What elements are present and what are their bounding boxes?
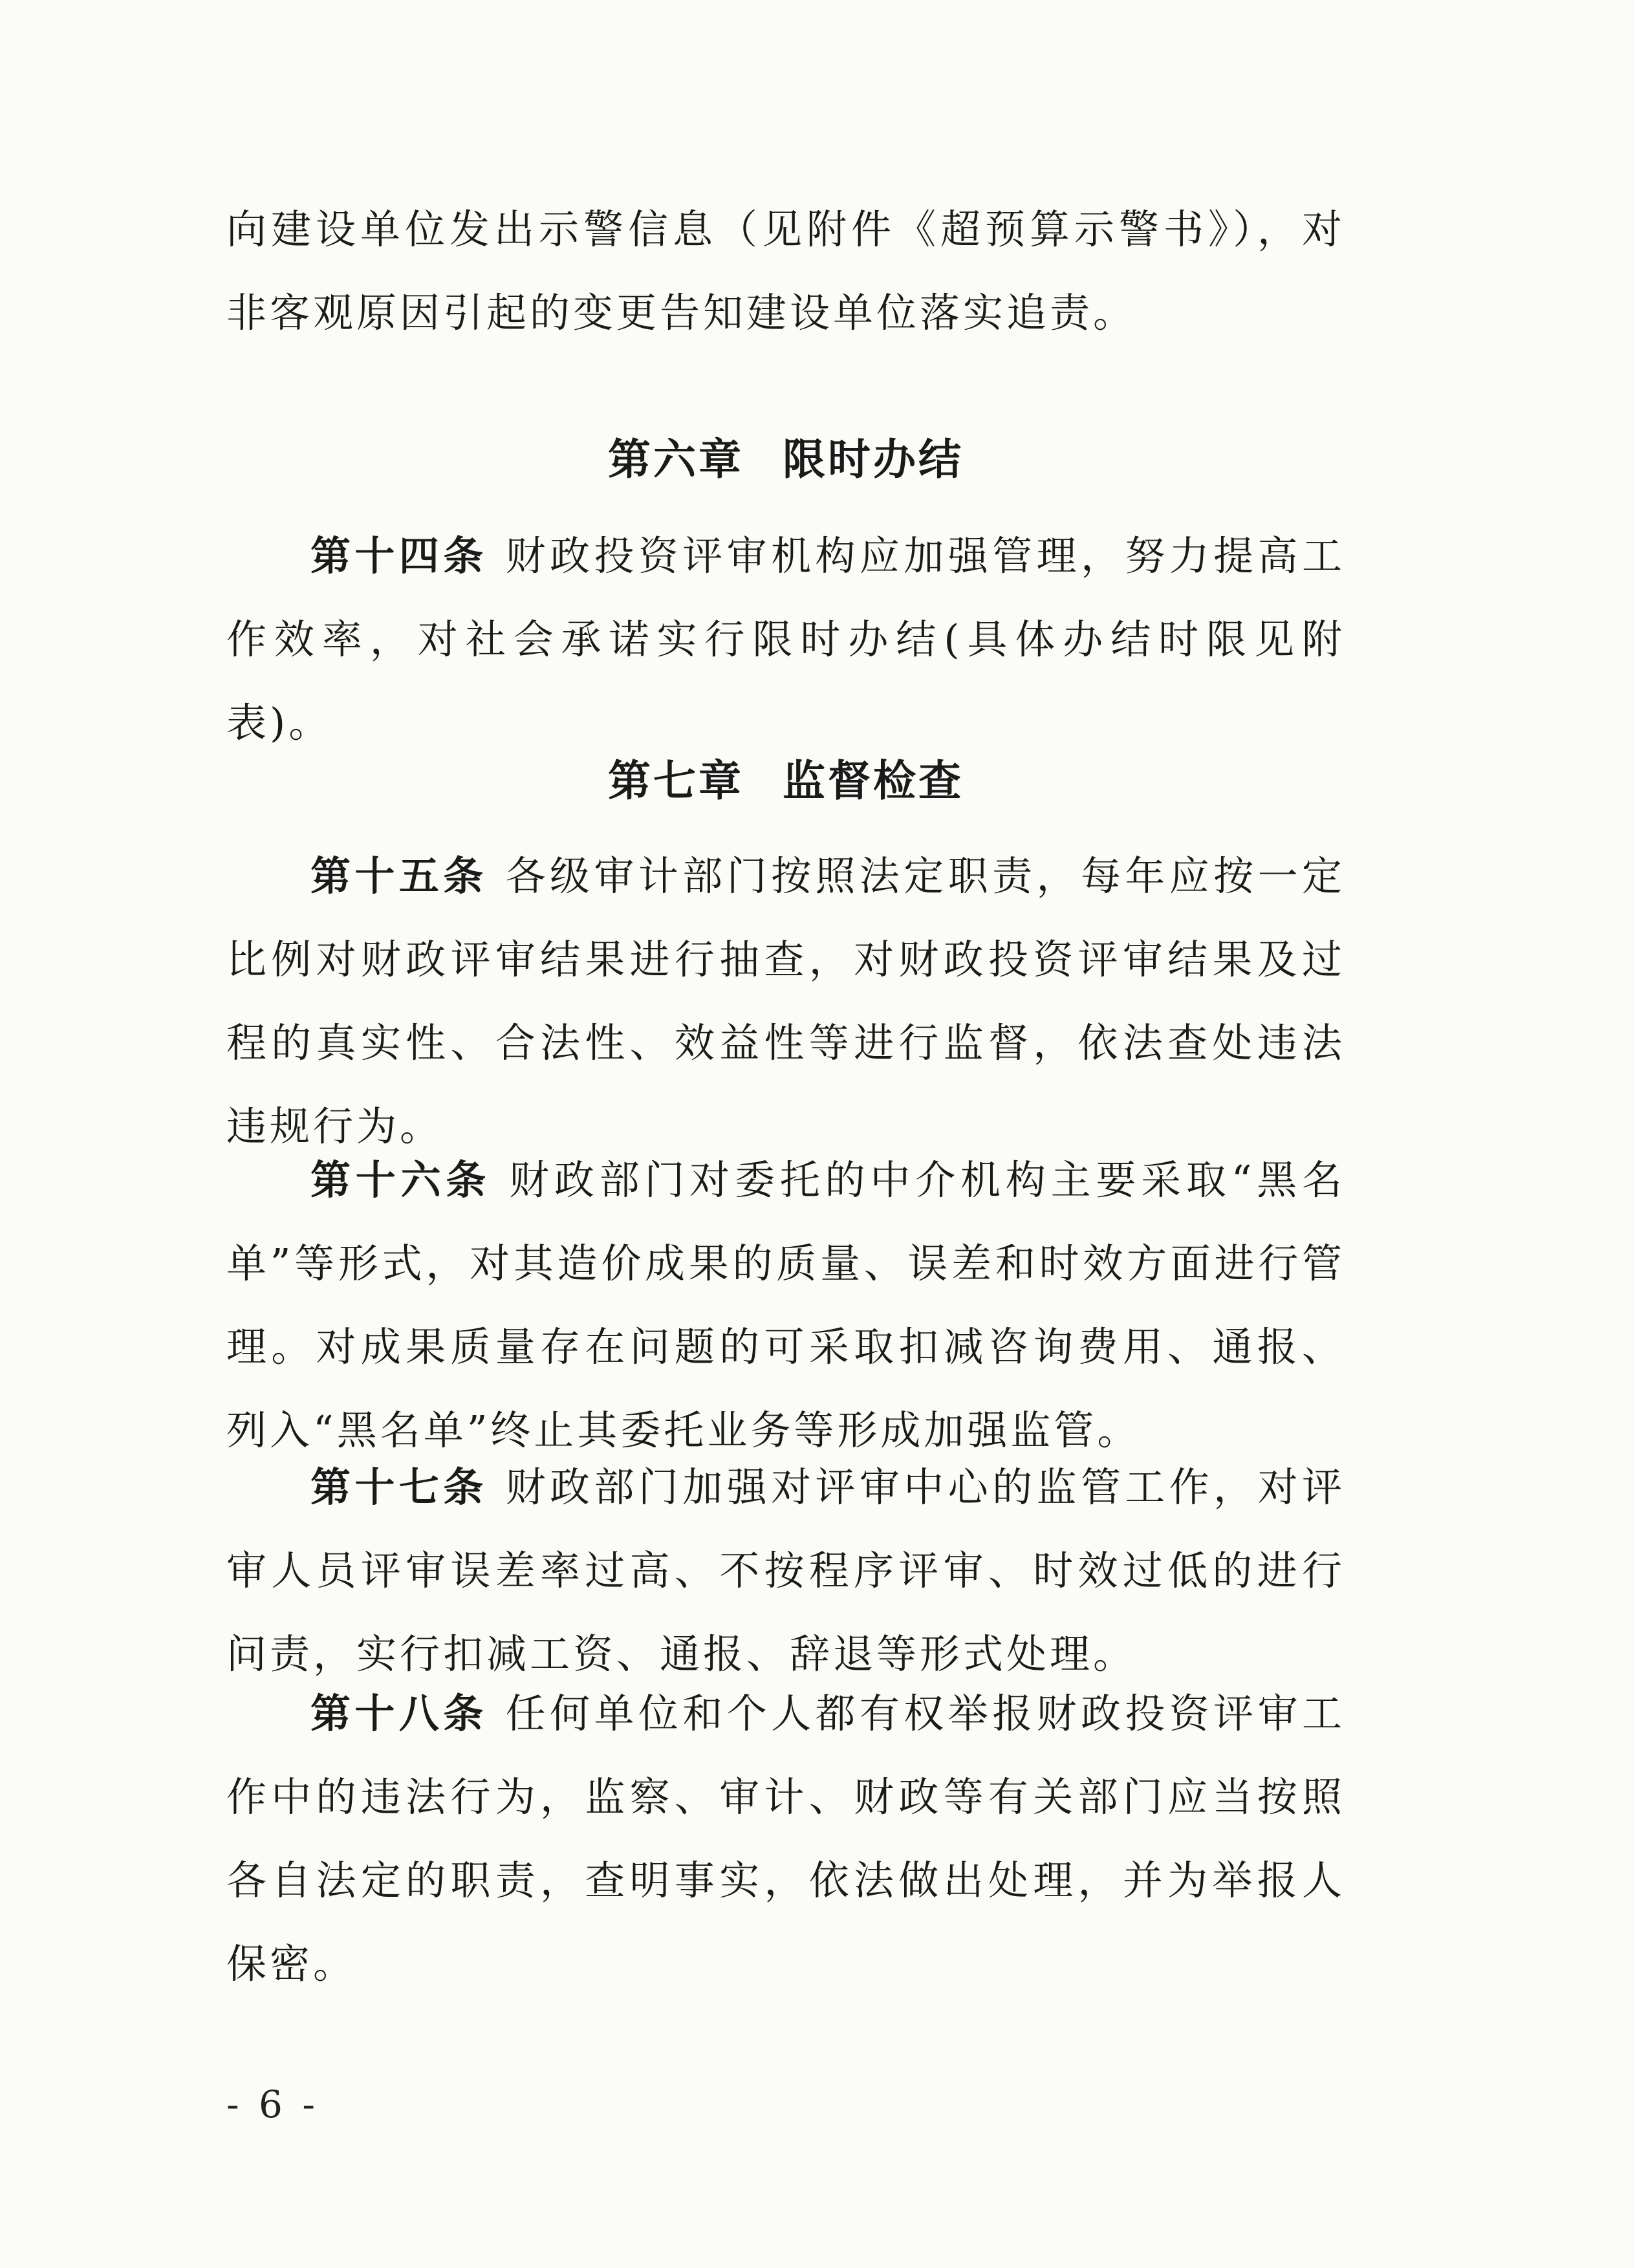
article-label: 第十七条 [310,1463,488,1511]
article-text: 任何单位和个人都有权举报财政投资评审工作中的违法行为，监察、审计、财政等有关部门应当按照各自法定的职责，查明事实，依法做出处理，并为举报人保密。 [226,1690,1345,1987]
chapter-title [226,430,1345,488]
article-label: 第十八条 [310,1690,488,1737]
article-text: 各级审计部门按照法定职责，每年应按一定比例对财政评审结果进行抽查，对财政投资评审结果及过程的真实性、合法性、效益性等进行监督，依法查处违法违规行为。 [226,852,1345,1150]
chapter-name: 监督检查 [783,755,964,806]
article-paragraph [226,1138,1345,1472]
article-17 [226,1445,1345,1696]
article-16 [226,1138,1345,1472]
article-paragraph [226,514,1345,764]
chapter-name: 限时办结 [783,434,964,484]
article-paragraph [226,1672,1345,2005]
article-text: 财政投资评审机构应加强管理，努力提高工作效率，对社会承诺实行限时办结(具体办结时限见附表)。 [226,532,1345,746]
chapter-title [226,751,1345,810]
chapter-heading-7 [226,751,1345,810]
paragraph-text: 向建设单位发出示警信息（见附件《超预算示警书》），对非客观原因引起的变更告知建设单位落实追责。 [226,206,1345,336]
chapter-heading-6 [226,430,1345,488]
article-text: 财政部门加强对评审中心的监管工作，对评审人员评审误差率过高、不按程序评审、时效过低的进行问责，实行扣减工资、通报、辞退等形式处理。 [226,1463,1345,1678]
article-label: 第十五条 [310,852,488,900]
article-text: 财政部门对委托的中介机构主要采取“黑名单”等形式，对其造价成果的质量、误差和时效方面进行管理。对成果质量存在问题的可采取扣减咨询费用、通报、列入“黑名单”终止其委托业务等形成加强监管。 [226,1156,1345,1454]
article-paragraph [226,834,1345,1168]
article-label: 第十六条 [310,1156,492,1204]
page-number: - 6 - [226,2082,319,2126]
article-label: 第十四条 [310,532,488,579]
article-18 [226,1672,1345,2005]
continuation-paragraph [226,188,1345,354]
chapter-number: 第六章 [608,434,744,484]
article-paragraph [226,1445,1345,1696]
article-14 [226,514,1345,764]
article-15 [226,834,1345,1168]
chapter-number: 第七章 [608,755,744,806]
